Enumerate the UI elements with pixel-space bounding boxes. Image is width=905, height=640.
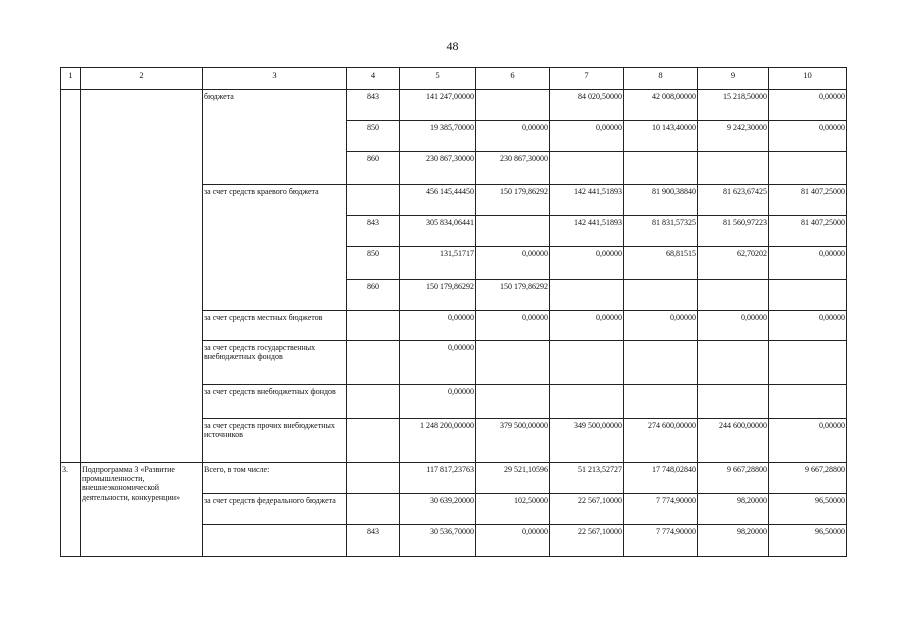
cell-funding-source: Всего, в том числе: xyxy=(203,463,347,494)
cell-total: 150 179,86292 xyxy=(400,280,476,311)
cell-row-number: 3. xyxy=(61,463,81,557)
cell-year-3 xyxy=(624,280,698,311)
cell-total: 0,00000 xyxy=(400,311,476,341)
cell-year-1: 0,00000 xyxy=(476,311,550,341)
header-cell-year-1: 6 xyxy=(476,68,550,90)
cell-year-2 xyxy=(550,385,624,419)
cell-year-1: 230 867,30000 xyxy=(476,152,550,185)
cell-year-4: 81 623,67425 xyxy=(698,185,769,216)
cell-funding-source: за счет средств государственных внебюджетных фондов xyxy=(203,341,347,385)
cell-year-1: 0,00000 xyxy=(476,525,550,557)
cell-total: 131,51717 xyxy=(400,247,476,280)
cell-year-2: 22 567,10000 xyxy=(550,525,624,557)
table-row xyxy=(61,463,847,494)
cell-year-5: 0,00000 xyxy=(769,247,847,280)
budget-table xyxy=(60,67,847,557)
cell-total: 230 867,30000 xyxy=(400,152,476,185)
cell-year-3 xyxy=(624,341,698,385)
cell-program-name xyxy=(81,90,203,463)
cell-year-5: 96,50000 xyxy=(769,525,847,557)
cell-year-1 xyxy=(476,385,550,419)
cell-year-2: 84 020,50000 xyxy=(550,90,624,121)
cell-year-1: 102,50000 xyxy=(476,494,550,525)
cell-year-3 xyxy=(624,385,698,419)
cell-year-1: 0,00000 xyxy=(476,247,550,280)
cell-year-1 xyxy=(476,341,550,385)
header-cell-year-5: 10 xyxy=(769,68,847,90)
cell-year-3 xyxy=(624,152,698,185)
cell-year-5 xyxy=(769,280,847,311)
cell-year-3: 10 143,40000 xyxy=(624,121,698,152)
cell-year-4 xyxy=(698,341,769,385)
cell-year-4: 15 218,50000 xyxy=(698,90,769,121)
cell-year-2 xyxy=(550,152,624,185)
cell-code xyxy=(347,385,400,419)
cell-year-4: 98,20000 xyxy=(698,525,769,557)
cell-total: 0,00000 xyxy=(400,385,476,419)
cell-year-2: 0,00000 xyxy=(550,247,624,280)
cell-funding-source: за счет средств прочих внебюджетных источников xyxy=(203,419,347,463)
cell-funding-source: бюджета xyxy=(203,90,347,185)
cell-year-3: 7 774,90000 xyxy=(624,494,698,525)
cell-year-2: 142 441,51893 xyxy=(550,185,624,216)
cell-code xyxy=(347,311,400,341)
cell-year-5: 0,00000 xyxy=(769,121,847,152)
cell-year-5: 0,00000 xyxy=(769,90,847,121)
cell-funding-source: за счет средств местных бюджетов xyxy=(203,311,347,341)
cell-code: 843 xyxy=(347,216,400,247)
cell-code xyxy=(347,494,400,525)
cell-code xyxy=(347,419,400,463)
header-cell-program-name: 2 xyxy=(81,68,203,90)
cell-year-3: 42 008,00000 xyxy=(624,90,698,121)
cell-year-5: 0,00000 xyxy=(769,311,847,341)
cell-year-4 xyxy=(698,152,769,185)
header-cell-code: 4 xyxy=(347,68,400,90)
cell-year-1: 379 500,00000 xyxy=(476,419,550,463)
cell-year-5 xyxy=(769,152,847,185)
cell-year-3: 68,81515 xyxy=(624,247,698,280)
cell-year-1: 0,00000 xyxy=(476,121,550,152)
cell-year-1 xyxy=(476,216,550,247)
cell-year-2: 142 441,51893 xyxy=(550,216,624,247)
cell-year-4 xyxy=(698,385,769,419)
cell-funding-source: за счет средств внебюджетных фондов xyxy=(203,385,347,419)
cell-code: 843 xyxy=(347,90,400,121)
cell-total: 117 817,23763 xyxy=(400,463,476,494)
cell-year-5: 9 667,28800 xyxy=(769,463,847,494)
cell-year-1: 150 179,86292 xyxy=(476,185,550,216)
cell-year-2: 0,00000 xyxy=(550,311,624,341)
cell-year-2: 0,00000 xyxy=(550,121,624,152)
cell-year-3: 7 774,90000 xyxy=(624,525,698,557)
cell-year-2 xyxy=(550,341,624,385)
cell-year-4: 9 667,28800 xyxy=(698,463,769,494)
budget-table-body xyxy=(61,68,847,557)
cell-total: 30 536,70000 xyxy=(400,525,476,557)
cell-code xyxy=(347,185,400,216)
cell-year-4 xyxy=(698,280,769,311)
cell-year-4: 98,20000 xyxy=(698,494,769,525)
cell-code xyxy=(347,463,400,494)
cell-program-name: Подпрограмма 3 «Развитие промышленности, внешнеэкономической деятельности, конкуренции» xyxy=(81,463,203,557)
cell-year-3: 81 831,57325 xyxy=(624,216,698,247)
cell-total: 0,00000 xyxy=(400,341,476,385)
cell-total: 19 385,70000 xyxy=(400,121,476,152)
cell-year-5: 81 407,25000 xyxy=(769,185,847,216)
cell-year-5 xyxy=(769,385,847,419)
header-cell-year-3: 8 xyxy=(624,68,698,90)
cell-code xyxy=(347,341,400,385)
cell-year-4: 0,00000 xyxy=(698,311,769,341)
cell-year-3: 17 748,02840 xyxy=(624,463,698,494)
cell-year-1: 150 179,86292 xyxy=(476,280,550,311)
cell-code: 860 xyxy=(347,280,400,311)
cell-code: 843 xyxy=(347,525,400,557)
cell-funding-source: за счет средств федерального бюджета xyxy=(203,494,347,525)
cell-year-3: 0,00000 xyxy=(624,311,698,341)
cell-row-number xyxy=(61,90,81,463)
cell-code: 860 xyxy=(347,152,400,185)
cell-total: 30 639,20000 xyxy=(400,494,476,525)
cell-total: 456 145,44450 xyxy=(400,185,476,216)
cell-year-3: 81 900,38840 xyxy=(624,185,698,216)
cell-total: 1 248 200,00000 xyxy=(400,419,476,463)
cell-funding-source: за счет средств краевого бюджета xyxy=(203,185,347,311)
cell-total: 141 247,00000 xyxy=(400,90,476,121)
cell-year-5: 0,00000 xyxy=(769,419,847,463)
cell-year-4: 9 242,30000 xyxy=(698,121,769,152)
table-row xyxy=(61,90,847,121)
header-cell-total: 5 xyxy=(400,68,476,90)
cell-year-1: 29 521,10596 xyxy=(476,463,550,494)
page-number: 48 xyxy=(446,39,459,53)
header-cell-year-2: 7 xyxy=(550,68,624,90)
cell-year-2: 51 213,52727 xyxy=(550,463,624,494)
cell-funding-source xyxy=(203,525,347,557)
cell-code: 850 xyxy=(347,247,400,280)
cell-year-3: 274 600,00000 xyxy=(624,419,698,463)
cell-year-5: 81 407,25000 xyxy=(769,216,847,247)
header-row xyxy=(61,68,847,90)
cell-year-2: 349 500,00000 xyxy=(550,419,624,463)
cell-year-4: 81 560,97223 xyxy=(698,216,769,247)
cell-year-1 xyxy=(476,90,550,121)
cell-year-4: 62,70202 xyxy=(698,247,769,280)
header-cell-year-4: 9 xyxy=(698,68,769,90)
header-cell-row-number: 1 xyxy=(61,68,81,90)
cell-year-2 xyxy=(550,280,624,311)
cell-code: 850 xyxy=(347,121,400,152)
header-cell-funding-source: 3 xyxy=(203,68,347,90)
cell-year-2: 22 567,10000 xyxy=(550,494,624,525)
cell-year-4: 244 600,00000 xyxy=(698,419,769,463)
cell-total: 305 834,06441 xyxy=(400,216,476,247)
cell-year-5 xyxy=(769,341,847,385)
cell-year-5: 96,50000 xyxy=(769,494,847,525)
